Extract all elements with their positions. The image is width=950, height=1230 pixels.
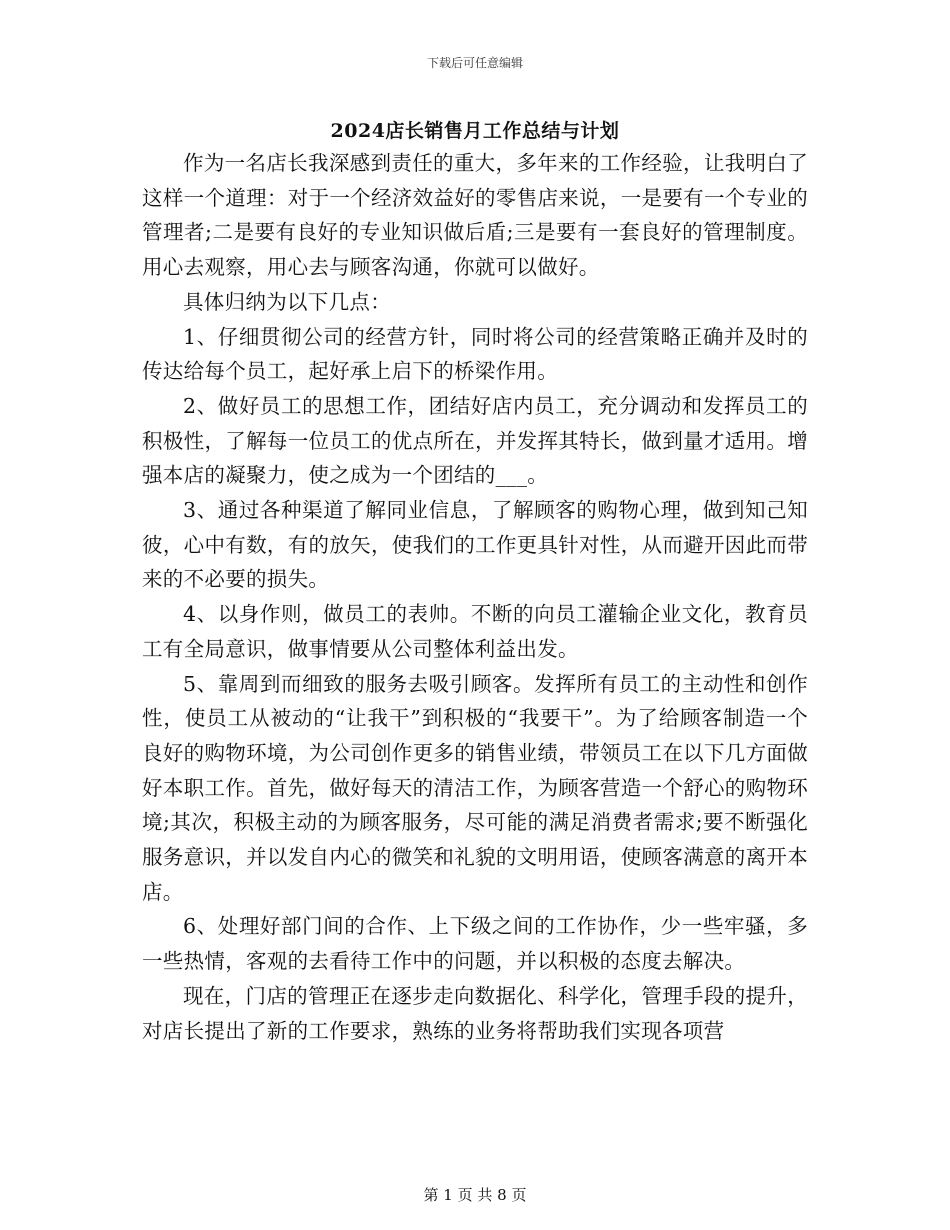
paragraph-point-4: 4、以身作则，做员工的表帅。不断的向员工灌输企业文化，教育员工有全局意识，做事情要从公司整体利益出发。	[142, 602, 808, 661]
document-body	[142, 146, 808, 1048]
page-footer: 第 1 页 共 8 页	[423, 1186, 527, 1204]
document-title: 2024店长销售月工作总结与计划	[330, 120, 620, 142]
paragraph-closing: 现在，门店的管理正在逐步走向数据化、科学化，管理手段的提升，对店长提出了新的工作要求，熟练的业务将帮助我们实现各项营	[142, 983, 808, 1043]
paragraph-intro: 作为一名店长我深感到责任的重大，多年来的工作经验，让我明白了这样一个道理：对于一个经济效益好的零售店来说，一是要有一个专业的管理者;二是要有良好的专业知识做后盾;三是要有一套良好的管理制度。用心去观察，用心去与顾客沟通，你就可以做好。	[142, 151, 808, 280]
paragraph-point-2: 2、做好员工的思想工作，团结好店内员工，充分调动和发挥员工的积极性，了解每一位员工的优点所在，并发挥其特长，做到量才适用。增强本店的凝聚力，使之成为一个团结的___。	[142, 393, 808, 488]
paragraph-point-3: 3、通过各种渠道了解同业信息，了解顾客的购物心理，做到知己知彼，心中有数，有的放矢，使我们的工作更具针对性，从而避开因此而带来的不必要的损失。	[142, 498, 808, 592]
paragraph-point-1: 1、仔细贯彻公司的经营方针，同时将公司的经营策略正确并及时的传达给每个员工，起好承上启下的桥梁作用。	[142, 324, 808, 384]
paragraph-summary-lead: 具体归纳为以下几点：	[183, 289, 391, 314]
header-note: 下载后可任意编辑	[426, 56, 523, 70]
paragraph-point-5: 5、靠周到而细致的服务去吸引顾客。发挥所有员工的主动性和创作性，使员工从被动的“让我干”到积极的“我要干”。为了给顾客制造一个良好的购物环境，为公司创作更多的销售业绩，带领员工在以下几方面做好本职工作。首先，做好每天的清洁工作，为顾客营造一个舒心的购物环境;其次，积极主动的为顾客服务，尽可能的满足消费者需求;要不断强化服务意识，并以发自内心的微笑和礼貌的文明用语，使顾客满意的离开本店。	[142, 671, 808, 904]
paragraph-point-6: 6、处理好部门间的合作、上下级之间的工作协作，少一些牢骚，多一些热情，客观的去看待工作中的问题，并以积极的态度去解决。	[142, 914, 808, 974]
